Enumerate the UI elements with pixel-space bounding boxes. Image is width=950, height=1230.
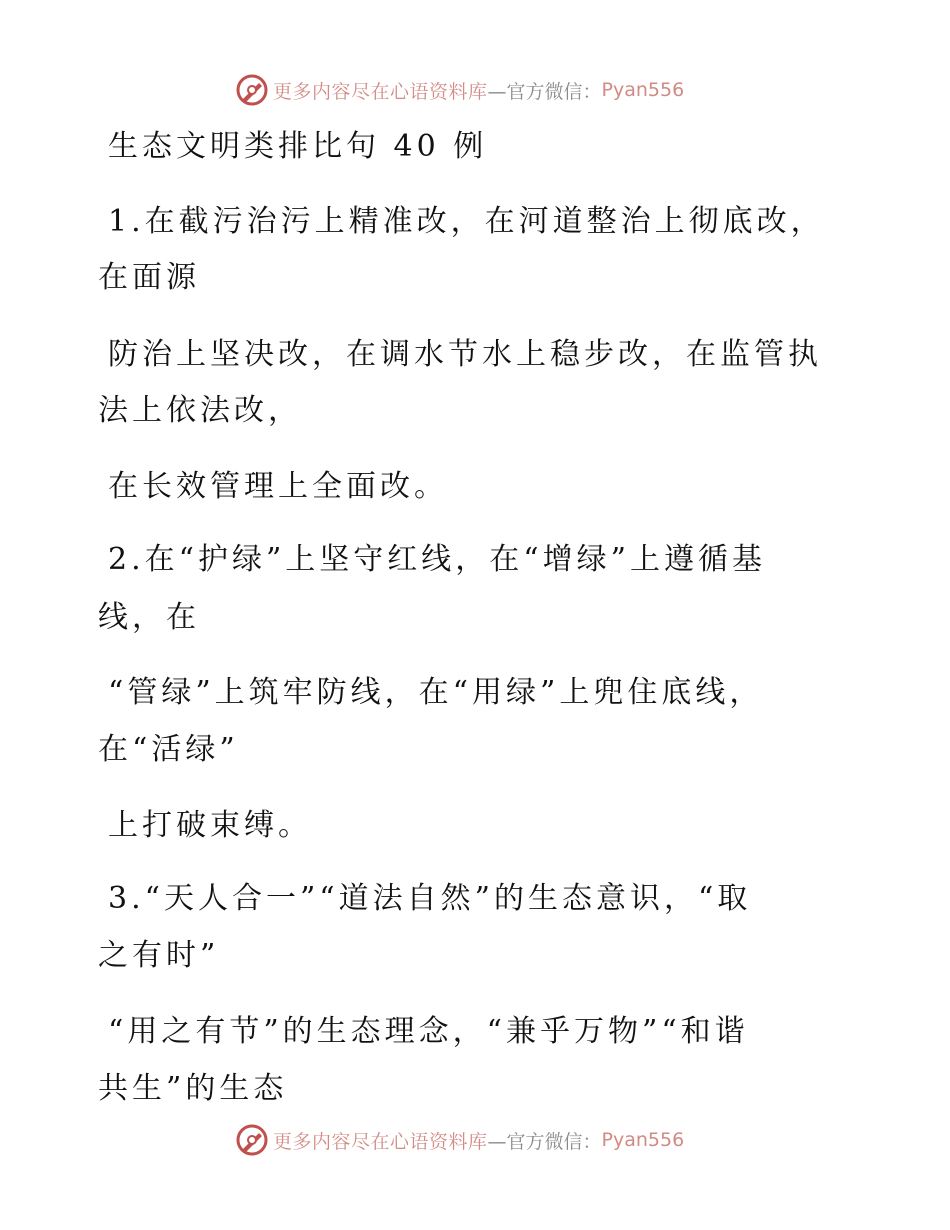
document-title: 生态文明类排比句 40 例 — [108, 129, 488, 164]
text-line: 在“活绿” — [98, 732, 239, 767]
text-line: 1.在截污治污上精准改，在河道整治上彻底改， — [108, 204, 825, 239]
text-line: 线，在 — [98, 600, 200, 635]
text-line: 法上依法改， — [98, 393, 302, 428]
text-line: 在长效管理上全面改。 — [108, 469, 448, 504]
header-watermark — [235, 72, 684, 108]
watermark-text: 更多内容尽在心语资料库 — [273, 80, 488, 103]
text-line: 2.在“护绿”上坚守红线，在“增绿”上遵循基 — [108, 542, 766, 577]
footer-watermark — [235, 1122, 684, 1158]
pen-logo-icon — [235, 73, 269, 107]
watermark-handle: Pyan556 — [601, 1129, 685, 1151]
watermark-separator: —官方微信： — [487, 1130, 602, 1153]
watermark-separator: —官方微信： — [487, 80, 602, 103]
text-line: “用之有节”的生态理念，“兼乎万物”“和谐 — [108, 1014, 749, 1049]
pen-logo-icon — [235, 1123, 269, 1157]
text-line: 在面源 — [98, 260, 200, 295]
text-line: 上打破束缚。 — [108, 808, 312, 843]
text-line: 3.“天人合一”“道法自然”的生态意识，“取 — [108, 881, 752, 916]
text-line: 共生”的生态 — [98, 1071, 288, 1106]
text-line: 之有时” — [98, 938, 220, 973]
text-line: “管绿”上筑牢防线，在“用绿”上兜住底线， — [108, 675, 764, 710]
watermark-handle: Pyan556 — [601, 79, 685, 101]
text-line: 防治上坚决改，在调水节水上稳步改，在监管执 — [108, 337, 822, 372]
watermark-text: 更多内容尽在心语资料库 — [273, 1130, 488, 1153]
